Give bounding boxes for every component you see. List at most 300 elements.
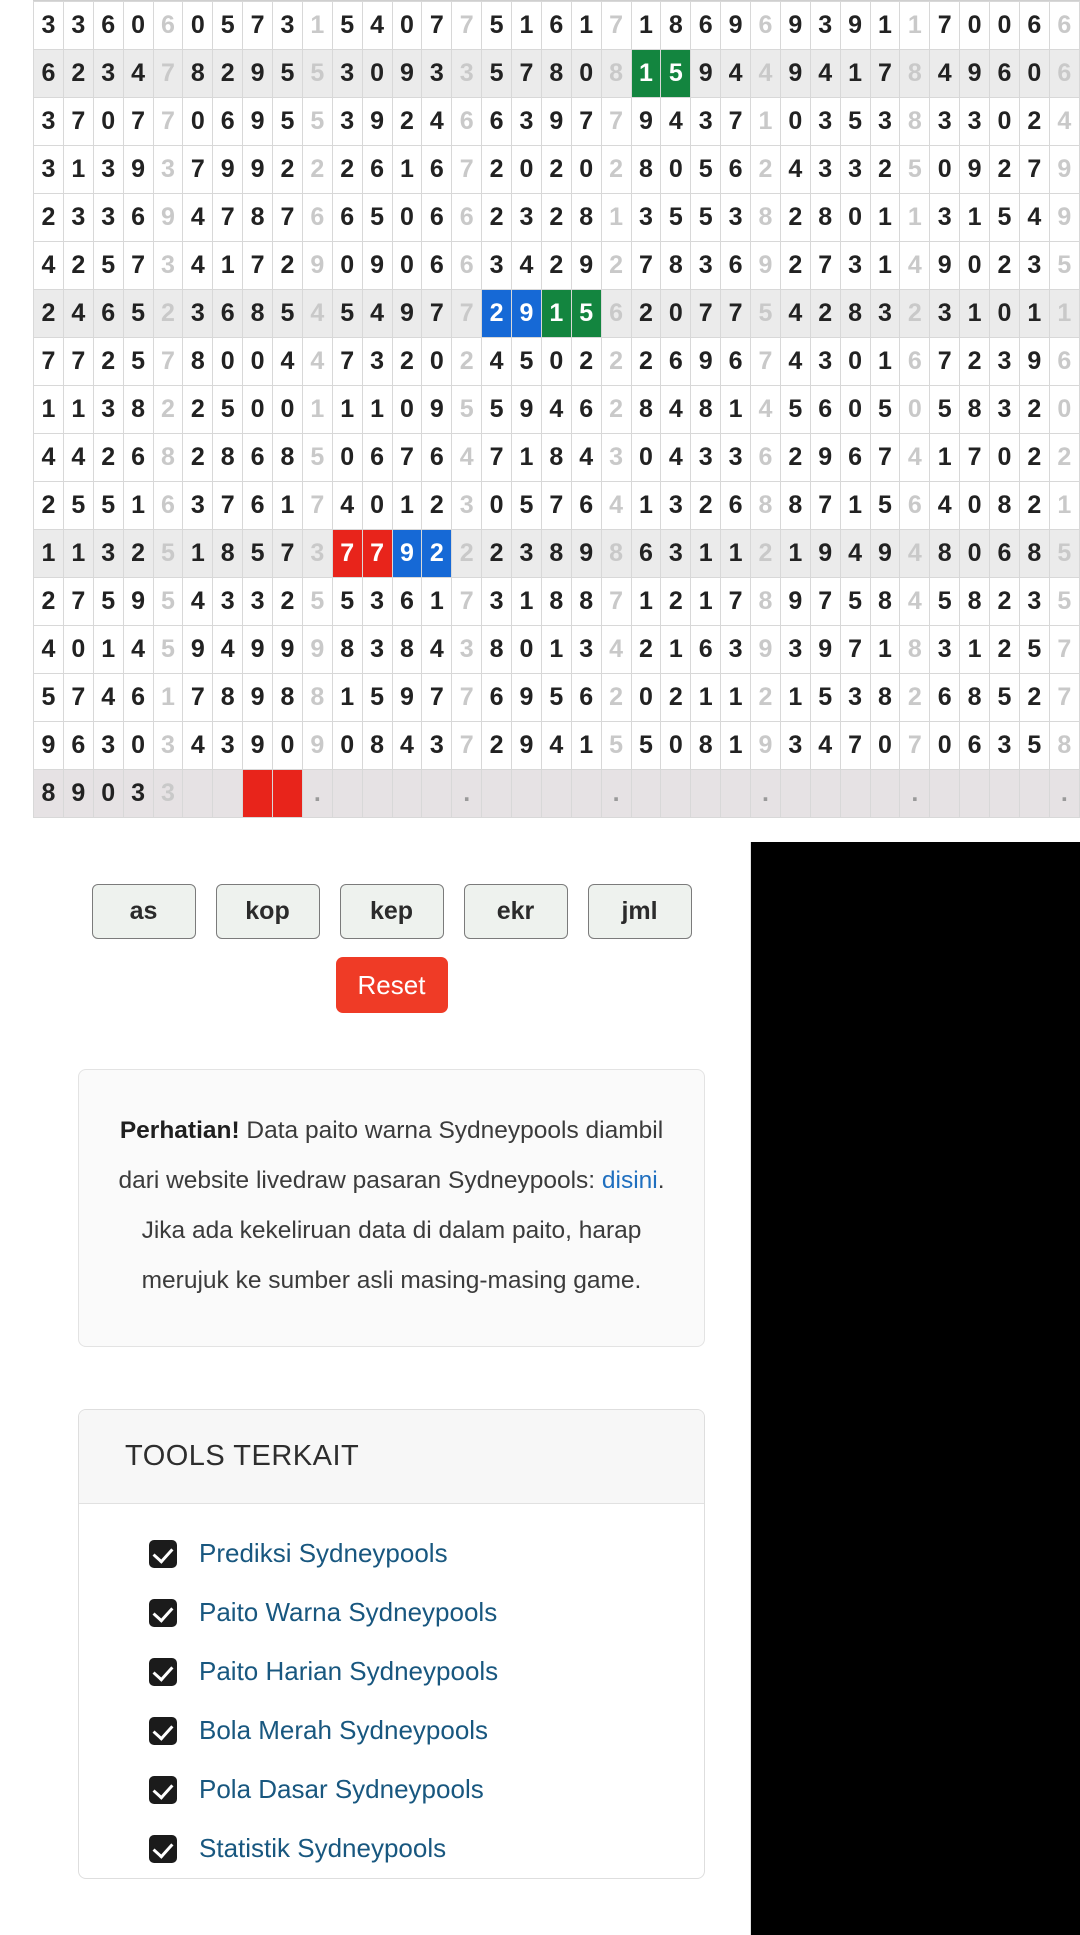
paito-cell[interactable]: 3 bbox=[691, 434, 721, 482]
paito-cell[interactable]: 0 bbox=[93, 770, 123, 818]
paito-cell[interactable]: 1 bbox=[123, 482, 153, 530]
paito-cell[interactable]: 9 bbox=[243, 626, 273, 674]
paito-cell[interactable]: 2 bbox=[601, 386, 631, 434]
paito-cell[interactable]: 7 bbox=[153, 50, 183, 98]
paito-cell[interactable]: 5 bbox=[63, 482, 93, 530]
paito-cell[interactable] bbox=[183, 770, 213, 818]
paito-cell[interactable]: 9 bbox=[810, 434, 840, 482]
paito-cell[interactable]: 5 bbox=[1019, 722, 1049, 770]
paito-cell[interactable]: 7 bbox=[123, 242, 153, 290]
paito-cell[interactable]: 3 bbox=[153, 722, 183, 770]
paito-cell[interactable]: 1 bbox=[960, 626, 990, 674]
paito-cell[interactable]: 1 bbox=[63, 530, 93, 578]
paito-cell[interactable]: 3 bbox=[93, 194, 123, 242]
paito-cell[interactable]: 5 bbox=[870, 482, 900, 530]
paito-cell[interactable]: 5 bbox=[362, 674, 392, 722]
paito-cell[interactable]: 5 bbox=[1049, 242, 1079, 290]
paito-cell[interactable]: 4 bbox=[601, 626, 631, 674]
paito-cell[interactable]: 5 bbox=[273, 50, 303, 98]
paito-cell[interactable]: 1 bbox=[661, 626, 691, 674]
paito-cell[interactable]: 3 bbox=[362, 626, 392, 674]
paito-cell[interactable]: 0 bbox=[482, 482, 512, 530]
paito-cell[interactable]: 6 bbox=[721, 338, 751, 386]
paito-cell[interactable]: 8 bbox=[661, 2, 691, 50]
paito-cell[interactable]: 5 bbox=[751, 290, 781, 338]
list-item[interactable] bbox=[79, 1701, 704, 1760]
paito-cell[interactable]: 8 bbox=[273, 434, 303, 482]
paito-cell[interactable]: 9 bbox=[1049, 194, 1079, 242]
paito-cell[interactable]: 7 bbox=[810, 482, 840, 530]
paito-cell[interactable]: 5 bbox=[1049, 578, 1079, 626]
paito-cell[interactable]: 3 bbox=[810, 338, 840, 386]
paito-cell[interactable] bbox=[930, 770, 960, 818]
paito-cell[interactable] bbox=[960, 770, 990, 818]
paito-cell[interactable]: 8 bbox=[183, 338, 213, 386]
paito-cell[interactable]: 5 bbox=[213, 2, 243, 50]
paito-cell[interactable]: 9 bbox=[392, 290, 422, 338]
paito-cell[interactable]: 3 bbox=[482, 242, 512, 290]
paito-cell[interactable]: 5 bbox=[273, 98, 303, 146]
paito-cell[interactable]: 3 bbox=[34, 146, 64, 194]
paito-cell[interactable]: 4 bbox=[362, 290, 392, 338]
paito-cell[interactable]: 0 bbox=[571, 146, 601, 194]
paito-cell[interactable]: 6 bbox=[601, 290, 631, 338]
paito-cell-highlight[interactable]: 5 bbox=[571, 290, 601, 338]
paito-cell[interactable]: 8 bbox=[900, 98, 930, 146]
paito-cell[interactable]: 4 bbox=[661, 98, 691, 146]
paito-cell-highlight[interactable]: 2 bbox=[422, 530, 452, 578]
paito-cell[interactable]: 9 bbox=[691, 338, 721, 386]
paito-cell[interactable]: 4 bbox=[93, 674, 123, 722]
paito-cell[interactable]: 9 bbox=[571, 530, 601, 578]
paito-cell[interactable]: 6 bbox=[990, 50, 1020, 98]
paito-cell[interactable] bbox=[362, 770, 392, 818]
paito-cell[interactable]: 1 bbox=[960, 194, 990, 242]
paito-cell[interactable]: 1 bbox=[751, 98, 781, 146]
paito-cell[interactable]: 5 bbox=[93, 578, 123, 626]
paito-cell[interactable]: 1 bbox=[571, 722, 601, 770]
paito-cell[interactable]: 8 bbox=[213, 530, 243, 578]
paito-cell[interactable]: 0 bbox=[661, 146, 691, 194]
paito-cell[interactable]: 9 bbox=[751, 722, 781, 770]
paito-cell[interactable]: 6 bbox=[960, 722, 990, 770]
paito-cell[interactable]: 6 bbox=[213, 290, 243, 338]
paito-cell[interactable]: 6 bbox=[452, 242, 482, 290]
paito-cell[interactable]: 2 bbox=[900, 290, 930, 338]
paito-cell[interactable]: 1 bbox=[840, 50, 870, 98]
paito-cell[interactable]: 6 bbox=[721, 242, 751, 290]
tools-link[interactable]: Prediksi Sydneypools bbox=[199, 1538, 448, 1568]
paito-cell[interactable]: 0 bbox=[392, 242, 422, 290]
paito-cell[interactable]: 8 bbox=[751, 194, 781, 242]
paito-cell[interactable]: 1 bbox=[1049, 482, 1079, 530]
paito-cell[interactable]: 4 bbox=[452, 434, 482, 482]
paito-cell[interactable]: 6 bbox=[452, 98, 482, 146]
paito-cell[interactable]: 4 bbox=[63, 290, 93, 338]
paito-cell[interactable]: 5 bbox=[661, 194, 691, 242]
paito-cell[interactable]: 8 bbox=[900, 50, 930, 98]
paito-cell[interactable]: 1 bbox=[870, 242, 900, 290]
paito-cell[interactable]: 7 bbox=[273, 194, 303, 242]
paito-cell[interactable]: 0 bbox=[1049, 386, 1079, 434]
paito-cell[interactable]: 2 bbox=[213, 50, 243, 98]
paito-cell[interactable]: 3 bbox=[422, 50, 452, 98]
paito-cell[interactable]: 4 bbox=[900, 530, 930, 578]
paito-cell[interactable]: 9 bbox=[960, 146, 990, 194]
paito-cell[interactable]: 9 bbox=[810, 626, 840, 674]
paito-cell[interactable]: 8 bbox=[751, 482, 781, 530]
paito-cell[interactable]: 4 bbox=[900, 578, 930, 626]
paito-cell[interactable]: 6 bbox=[810, 386, 840, 434]
paito-cell[interactable]: 3 bbox=[930, 626, 960, 674]
paito-cell[interactable]: 9 bbox=[63, 770, 93, 818]
paito-cell[interactable]: 3 bbox=[452, 50, 482, 98]
paito-cell[interactable]: 0 bbox=[990, 434, 1020, 482]
paito-cell[interactable]: 6 bbox=[422, 146, 452, 194]
paito-cell[interactable]: 9 bbox=[392, 674, 422, 722]
paito-cell[interactable]: 0 bbox=[661, 290, 691, 338]
paito-cell[interactable]: 2 bbox=[751, 530, 781, 578]
paito-cell[interactable] bbox=[810, 770, 840, 818]
paito-cell[interactable]: 5 bbox=[362, 194, 392, 242]
paito-cell[interactable]: 8 bbox=[541, 434, 571, 482]
paito-cell[interactable]: 0 bbox=[990, 98, 1020, 146]
paito-cell[interactable]: 7 bbox=[900, 722, 930, 770]
paito-cell[interactable]: 6 bbox=[63, 722, 93, 770]
paito-cell[interactable]: 6 bbox=[123, 434, 153, 482]
paito-cell[interactable]: 2 bbox=[482, 722, 512, 770]
paito-cell[interactable]: 0 bbox=[1019, 50, 1049, 98]
paito-cell[interactable]: 4 bbox=[1019, 194, 1049, 242]
paito-cell[interactable]: 9 bbox=[512, 386, 542, 434]
paito-cell[interactable]: 7 bbox=[302, 482, 332, 530]
paito-cell[interactable]: 4 bbox=[422, 626, 452, 674]
paito-cell[interactable]: 7 bbox=[541, 482, 571, 530]
paito-cell[interactable]: 4 bbox=[332, 482, 362, 530]
paito-cell[interactable]: 4 bbox=[1049, 98, 1079, 146]
paito-cell[interactable]: 7 bbox=[870, 434, 900, 482]
paito-cell[interactable]: 9 bbox=[243, 98, 273, 146]
paito-cell[interactable]: 1 bbox=[691, 578, 721, 626]
paito-cell[interactable]: 1 bbox=[332, 386, 362, 434]
paito-cell[interactable]: 1 bbox=[1049, 290, 1079, 338]
paito-cell[interactable]: 7 bbox=[751, 338, 781, 386]
paito-cell[interactable]: 3 bbox=[930, 98, 960, 146]
paito-cell[interactable]: . bbox=[601, 770, 631, 818]
paito-cell[interactable] bbox=[541, 770, 571, 818]
paito-cell[interactable]: 2 bbox=[482, 530, 512, 578]
paito-cell[interactable]: 2 bbox=[183, 434, 213, 482]
paito-cell[interactable]: 0 bbox=[512, 626, 542, 674]
paito-cell[interactable]: 9 bbox=[213, 146, 243, 194]
paito-cell[interactable]: 3 bbox=[512, 530, 542, 578]
paito-cell[interactable]: 7 bbox=[482, 434, 512, 482]
tools-link[interactable]: Paito Warna Sydneypools bbox=[199, 1597, 498, 1627]
paito-cell[interactable]: 6 bbox=[243, 434, 273, 482]
paito-cell[interactable]: . bbox=[302, 770, 332, 818]
paito-cell[interactable]: 3 bbox=[34, 2, 64, 50]
paito-cell[interactable]: 3 bbox=[512, 194, 542, 242]
paito-cell[interactable]: 7 bbox=[183, 674, 213, 722]
paito-cell[interactable]: 0 bbox=[900, 386, 930, 434]
paito-cell[interactable]: 7 bbox=[930, 2, 960, 50]
paito-cell[interactable]: 7 bbox=[691, 290, 721, 338]
paito-cell[interactable]: 7 bbox=[332, 338, 362, 386]
paito-cell[interactable]: 5 bbox=[1049, 530, 1079, 578]
paito-cell[interactable]: 8 bbox=[123, 386, 153, 434]
paito-cell[interactable]: 2 bbox=[601, 242, 631, 290]
paito-cell[interactable]: 7 bbox=[243, 242, 273, 290]
paito-cell[interactable]: 2 bbox=[1049, 434, 1079, 482]
paito-cell[interactable]: 8 bbox=[392, 626, 422, 674]
paito-cell-highlight[interactable]: 2 bbox=[482, 290, 512, 338]
paito-cell-highlight[interactable]: 1 bbox=[631, 50, 661, 98]
paito-cell[interactable]: 9 bbox=[631, 98, 661, 146]
paito-cell[interactable]: 0 bbox=[960, 530, 990, 578]
paito-cell[interactable]: 3 bbox=[362, 338, 392, 386]
paito-cell[interactable]: 7 bbox=[571, 98, 601, 146]
paito-cell[interactable]: 1 bbox=[930, 434, 960, 482]
paito-cell[interactable]: 3 bbox=[93, 722, 123, 770]
paito-cell[interactable]: 4 bbox=[183, 242, 213, 290]
paito-cell[interactable]: 8 bbox=[960, 674, 990, 722]
paito-cell[interactable]: 0 bbox=[273, 386, 303, 434]
paito-cell[interactable]: . bbox=[751, 770, 781, 818]
paito-cell[interactable]: 1 bbox=[302, 2, 332, 50]
paito-cell[interactable]: 3 bbox=[810, 98, 840, 146]
paito-cell[interactable]: 2 bbox=[601, 674, 631, 722]
paito-cell[interactable]: 3 bbox=[930, 290, 960, 338]
paito-cell[interactable]: 5 bbox=[631, 722, 661, 770]
paito-cell[interactable]: 4 bbox=[34, 626, 64, 674]
paito-cell[interactable]: 4 bbox=[930, 50, 960, 98]
paito-cell[interactable]: 0 bbox=[990, 290, 1020, 338]
paito-cell[interactable]: 9 bbox=[571, 242, 601, 290]
paito-cell[interactable]: 3 bbox=[990, 386, 1020, 434]
paito-cell[interactable]: 7 bbox=[452, 2, 482, 50]
paito-cell[interactable]: 3 bbox=[93, 386, 123, 434]
paito-cell[interactable]: 6 bbox=[751, 434, 781, 482]
paito-cell[interactable]: 1 bbox=[631, 578, 661, 626]
paito-cell[interactable]: 8 bbox=[302, 674, 332, 722]
paito-cell[interactable] bbox=[870, 770, 900, 818]
paito-cell[interactable]: 0 bbox=[332, 722, 362, 770]
paito-cell[interactable]: 1 bbox=[302, 386, 332, 434]
paito-cell[interactable]: 1 bbox=[63, 386, 93, 434]
paito-cell[interactable]: 3 bbox=[63, 2, 93, 50]
paito-cell[interactable]: 3 bbox=[1019, 242, 1049, 290]
paito-cell[interactable]: 0 bbox=[960, 2, 990, 50]
paito-cell[interactable]: 3 bbox=[93, 146, 123, 194]
paito-cell[interactable]: 2 bbox=[661, 578, 691, 626]
paito-cell[interactable]: 3 bbox=[183, 482, 213, 530]
paito-cell[interactable]: 9 bbox=[840, 2, 870, 50]
paito-cell[interactable]: 3 bbox=[482, 578, 512, 626]
paito-cell[interactable]: 2 bbox=[990, 626, 1020, 674]
paito-cell[interactable]: 8 bbox=[153, 434, 183, 482]
paito-cell[interactable] bbox=[691, 770, 721, 818]
paito-cell[interactable]: 8 bbox=[1019, 530, 1049, 578]
paito-cell[interactable]: 1 bbox=[870, 338, 900, 386]
paito-cell[interactable]: 7 bbox=[34, 338, 64, 386]
paito-cell-highlight[interactable]: 7 bbox=[362, 530, 392, 578]
paito-cell[interactable]: 6 bbox=[930, 674, 960, 722]
paito-cell[interactable]: 2 bbox=[990, 146, 1020, 194]
paito-cell[interactable]: 9 bbox=[123, 578, 153, 626]
paito-cell[interactable]: 7 bbox=[422, 674, 452, 722]
paito-cell[interactable]: 8 bbox=[930, 530, 960, 578]
paito-cell[interactable]: 8 bbox=[183, 50, 213, 98]
paito-cell[interactable]: 2 bbox=[422, 482, 452, 530]
list-item[interactable] bbox=[79, 1583, 704, 1642]
paito-cell[interactable]: 6 bbox=[482, 674, 512, 722]
paito-cell[interactable]: 7 bbox=[452, 578, 482, 626]
paito-cell[interactable]: 2 bbox=[302, 146, 332, 194]
paito-cell[interactable]: 2 bbox=[153, 290, 183, 338]
paito-cell[interactable]: 4 bbox=[541, 722, 571, 770]
paito-cell[interactable]: 7 bbox=[1019, 146, 1049, 194]
paito-cell[interactable]: 9 bbox=[1049, 146, 1079, 194]
paito-cell[interactable]: 0 bbox=[123, 2, 153, 50]
paito-cell[interactable]: 7 bbox=[452, 146, 482, 194]
paito-cell[interactable]: 6 bbox=[213, 98, 243, 146]
paito-cell[interactable]: 8 bbox=[691, 722, 721, 770]
filter-button-ekr[interactable]: ekr bbox=[464, 884, 568, 939]
paito-cell[interactable]: 3 bbox=[601, 434, 631, 482]
paito-cell[interactable]: 8 bbox=[243, 194, 273, 242]
paito-cell[interactable]: . bbox=[452, 770, 482, 818]
paito-cell[interactable]: 1 bbox=[900, 194, 930, 242]
paito-cell[interactable]: 2 bbox=[452, 530, 482, 578]
paito-cell[interactable]: 7 bbox=[721, 290, 751, 338]
paito-cell[interactable]: 6 bbox=[34, 50, 64, 98]
paito-cell[interactable]: 9 bbox=[1019, 338, 1049, 386]
paito-cell[interactable]: 1 bbox=[840, 482, 870, 530]
paito-cell-highlight[interactable] bbox=[243, 770, 273, 818]
paito-cell[interactable]: 1 bbox=[900, 2, 930, 50]
paito-cell[interactable]: 6 bbox=[1049, 2, 1079, 50]
paito-cell[interactable]: 4 bbox=[571, 434, 601, 482]
paito-cell[interactable] bbox=[482, 770, 512, 818]
paito-cell[interactable]: 3 bbox=[153, 770, 183, 818]
paito-cell[interactable]: 2 bbox=[1019, 434, 1049, 482]
paito-cell[interactable]: 3 bbox=[183, 290, 213, 338]
paito-cell[interactable]: 1 bbox=[870, 194, 900, 242]
list-item[interactable] bbox=[79, 1524, 704, 1583]
paito-cell[interactable]: 4 bbox=[840, 530, 870, 578]
paito-cell[interactable]: 8 bbox=[213, 674, 243, 722]
paito-cell[interactable]: 2 bbox=[392, 98, 422, 146]
paito-cell[interactable]: 9 bbox=[512, 674, 542, 722]
list-item[interactable] bbox=[79, 1760, 704, 1819]
paito-cell[interactable]: 0 bbox=[840, 386, 870, 434]
paito-cell[interactable]: 9 bbox=[34, 722, 64, 770]
paito-cell[interactable] bbox=[332, 770, 362, 818]
paito-cell[interactable]: 0 bbox=[960, 242, 990, 290]
paito-cell[interactable]: 5 bbox=[302, 50, 332, 98]
paito-cell[interactable]: 1 bbox=[93, 626, 123, 674]
paito-cell[interactable]: 2 bbox=[34, 578, 64, 626]
paito-cell[interactable]: 3 bbox=[840, 674, 870, 722]
paito-cell[interactable]: 2 bbox=[960, 338, 990, 386]
paito-cell[interactable]: 5 bbox=[153, 626, 183, 674]
paito-cell[interactable]: 0 bbox=[840, 194, 870, 242]
paito-cell[interactable]: 9 bbox=[243, 674, 273, 722]
paito-cell[interactable] bbox=[990, 770, 1020, 818]
paito-cell[interactable]: 0 bbox=[93, 98, 123, 146]
paito-cell[interactable]: 3 bbox=[721, 626, 751, 674]
paito-cell[interactable]: 6 bbox=[243, 482, 273, 530]
paito-cell[interactable]: 0 bbox=[780, 98, 810, 146]
paito-cell[interactable]: 2 bbox=[273, 578, 303, 626]
paito-cell[interactable]: 5 bbox=[870, 386, 900, 434]
paito-cell[interactable]: 7 bbox=[601, 2, 631, 50]
paito-cell[interactable]: 4 bbox=[123, 626, 153, 674]
paito-cell[interactable]: 6 bbox=[1049, 50, 1079, 98]
paito-cell-highlight[interactable]: 1 bbox=[541, 290, 571, 338]
paito-cell[interactable]: 2 bbox=[780, 194, 810, 242]
paito-cell[interactable]: 4 bbox=[482, 338, 512, 386]
paito-cell[interactable]: 6 bbox=[900, 338, 930, 386]
paito-cell[interactable]: 3 bbox=[810, 2, 840, 50]
paito-cell[interactable]: 5 bbox=[840, 98, 870, 146]
paito-cell[interactable]: 4 bbox=[273, 338, 303, 386]
paito-cell[interactable]: 1 bbox=[721, 722, 751, 770]
paito-cell[interactable]: 7 bbox=[422, 2, 452, 50]
paito-cell[interactable]: 4 bbox=[34, 242, 64, 290]
paito-cell[interactable]: 6 bbox=[691, 626, 721, 674]
paito-cell[interactable]: 2 bbox=[34, 482, 64, 530]
paito-cell[interactable]: 5 bbox=[512, 482, 542, 530]
paito-cell[interactable]: 3 bbox=[63, 194, 93, 242]
paito-cell[interactable]: 0 bbox=[960, 482, 990, 530]
paito-cell[interactable]: 6 bbox=[123, 674, 153, 722]
paito-cell[interactable]: 6 bbox=[541, 2, 571, 50]
paito-cell[interactable]: 6 bbox=[751, 2, 781, 50]
paito-cell[interactable]: 1 bbox=[183, 530, 213, 578]
paito-cell[interactable]: 1 bbox=[512, 2, 542, 50]
paito-cell[interactable]: 3 bbox=[631, 194, 661, 242]
paito-cell[interactable]: 7 bbox=[960, 434, 990, 482]
paito-cell[interactable]: 9 bbox=[153, 194, 183, 242]
paito-cell[interactable]: 1 bbox=[422, 578, 452, 626]
paito-cell[interactable]: 9 bbox=[302, 242, 332, 290]
tools-link[interactable]: Paito Harian Sydneypools bbox=[199, 1656, 499, 1686]
paito-cell[interactable]: 8 bbox=[780, 482, 810, 530]
paito-cell[interactable]: 2 bbox=[601, 338, 631, 386]
paito-cell[interactable]: 6 bbox=[571, 674, 601, 722]
paito-cell[interactable]: 6 bbox=[721, 146, 751, 194]
paito-cell[interactable]: 9 bbox=[751, 242, 781, 290]
paito-cell[interactable]: 2 bbox=[1019, 98, 1049, 146]
paito-cell[interactable]: 7 bbox=[721, 578, 751, 626]
paito-cell[interactable]: 7 bbox=[63, 674, 93, 722]
paito-cell[interactable]: 8 bbox=[840, 290, 870, 338]
paito-cell[interactable]: 2 bbox=[661, 674, 691, 722]
paito-cell[interactable]: 2 bbox=[273, 146, 303, 194]
paito-cell[interactable]: 0 bbox=[362, 50, 392, 98]
paito-cell[interactable]: 7 bbox=[810, 578, 840, 626]
paito-cell[interactable]: 6 bbox=[631, 530, 661, 578]
paito-cell[interactable]: 5 bbox=[900, 146, 930, 194]
paito-cell-highlight[interactable]: 7 bbox=[332, 530, 362, 578]
paito-cell[interactable]: 6 bbox=[452, 194, 482, 242]
paito-cell[interactable]: 2 bbox=[751, 674, 781, 722]
paito-cell[interactable]: 0 bbox=[512, 146, 542, 194]
paito-cell[interactable]: 8 bbox=[631, 386, 661, 434]
paito-cell[interactable]: 2 bbox=[63, 242, 93, 290]
paito-cell[interactable]: 3 bbox=[661, 530, 691, 578]
